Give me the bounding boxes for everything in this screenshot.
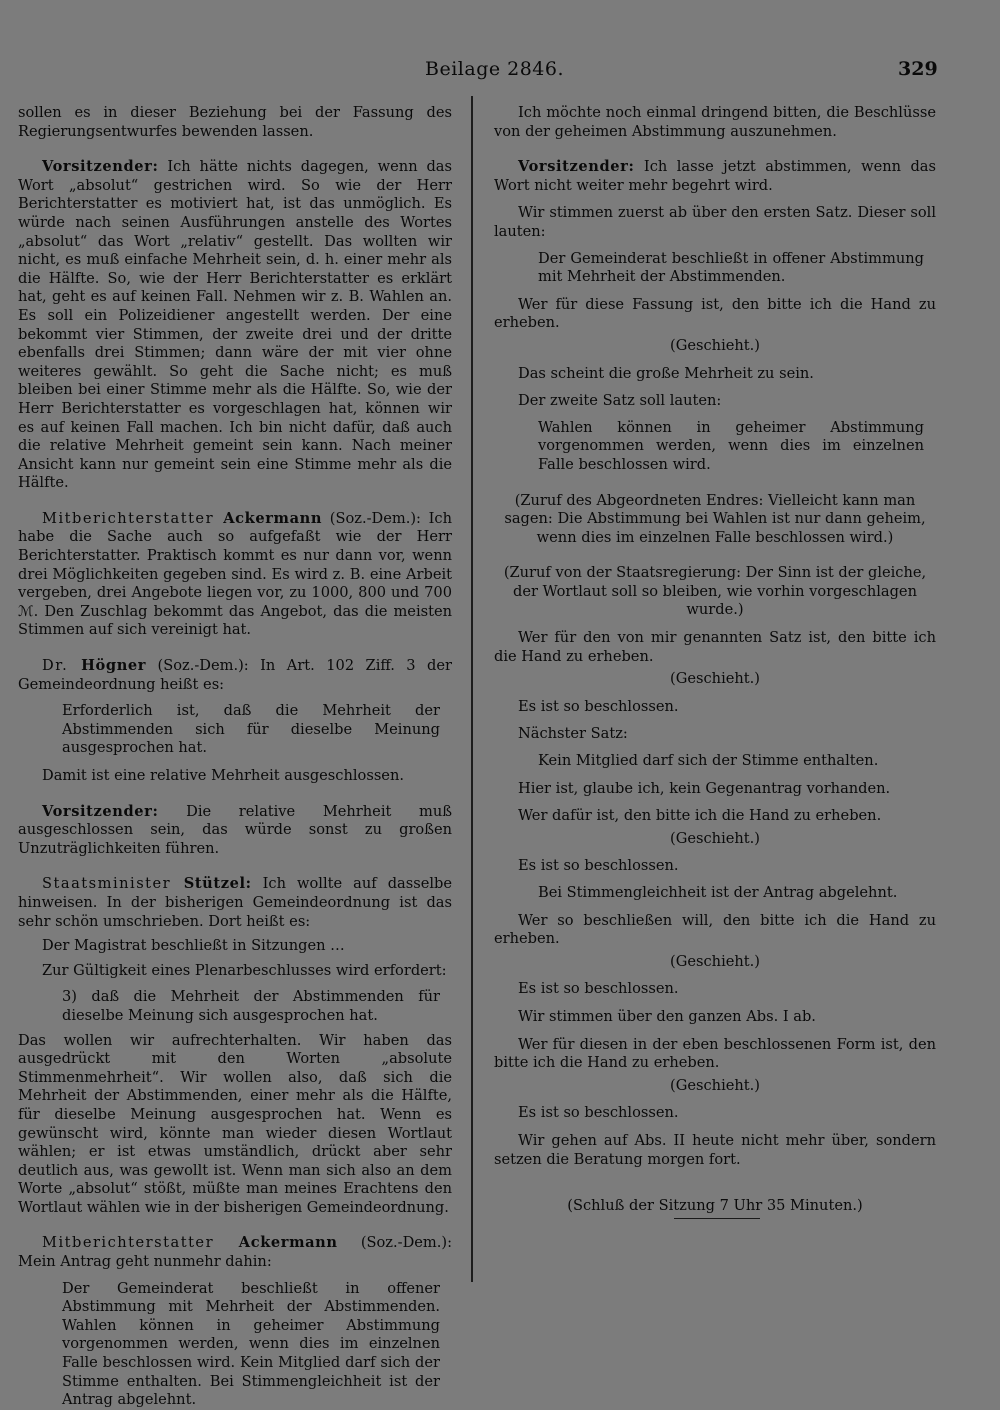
quoted-text: Kein Mitglied darf sich der Stimme enthalten. xyxy=(538,752,879,770)
speech-text: Ich habe die Sache auch so aufgefaßt wie der Herr Berichterstatter. Praktisch kommt es nur dann vor, wenn drei Möglichkeiten gegeben sind. Es wird z. B. eine Arbeit vergeben, drei Angebote liegen vor, zu 1000, 800 und 700 ℳ. Den Zuschlag bekommt das Angebot, das die meisten Stimmen auf sich vereinigt hat. xyxy=(18,509,452,639)
speaker-name: Vorsitzender: xyxy=(42,158,159,176)
paragraph: Das scheint die große Mehrheit zu sein. xyxy=(518,364,814,382)
speaker-name: Ackermann xyxy=(223,509,323,527)
end-rule xyxy=(674,1218,760,1219)
left-column xyxy=(18,104,452,1410)
speaker-name: Vorsitzender: xyxy=(518,158,635,176)
speaker-role: Mitberichterstatter xyxy=(42,509,224,527)
speech-paragraph xyxy=(18,803,452,859)
stage-direction: (Geschieht.) xyxy=(670,829,760,847)
speech-paragraph xyxy=(18,875,452,931)
paragraph: Nächster Satz: xyxy=(518,725,628,743)
paragraph: sollen es in dieser Beziehung bei der Fassung des Regierungsentwurfes bewenden lassen. xyxy=(18,104,452,140)
paragraph: Ich möchte noch einmal dringend bitten, die Beschlüsse von der geheimen Abstimmung auszunehmen. xyxy=(494,104,936,140)
paragraph: Es ist so beschlossen. xyxy=(518,857,679,875)
paragraph: Es ist so beschlossen. xyxy=(518,980,679,998)
stage-direction: (Geschieht.) xyxy=(670,670,760,688)
paragraph: Wir gehen auf Abs. II heute nicht mehr über, sondern setzen die Beratung morgen fort. xyxy=(494,1131,936,1168)
speech-text: Ich hätte nichts dagegen, wenn das Wort „absolut“ gestrichen wird. So wie der Herr Berichterstatter es motiviert hat, ist das unmöglich. Es würde nach seinen Ausführungen anstelle des Wortes „absolut“ das Wort „relativ“ gestellt. Das wollten wir nicht, es muß einfache Mehrheit sein, d. h. einer mehr als die Hälfte. So, wie der Herr Berichterstatter es erklärt hat, geht es auf keinen Fall. Nehmen wir z. B. Wahlen an. Es soll ein Polizeidiener angestellt werden. Der eine bekommt vier Stimmen, der zweite drei und der dritte ebenfalls drei Stimmen; dann wäre der mit vier ohne weiteres gewählt. So geht die Sache nicht; es muß bleiben bei einer Stimme mehr als die Hälfte. So, wie der Herr Berichterstatter es vorgeschlagen hat, können wir es auf keinen Fall machen. Ich bin nicht dafür, daß auch die relative Mehrheit gemeint sein kann. Nach meiner Ansicht kann nur gemeint sein eine Stimme mehr als die Hälfte. xyxy=(18,158,452,492)
speaker-role: Staatsminister xyxy=(42,875,184,893)
speech-paragraph xyxy=(18,510,452,640)
speaker-name: Stützel: xyxy=(183,875,252,893)
supplement-title: Beilage 2846. xyxy=(425,58,565,80)
speech-text: Ich lasse jetzt abstimmen, wenn das Wort nicht weiter mehr begehrt wird. xyxy=(494,158,936,194)
speaker-party: (Soz.-Dem.): xyxy=(146,657,249,675)
interjection: (Zuruf des Abgeordneten Endres: Vielleicht kann man sagen: Die Abstimmung bei Wahlen ist nur dann geheim, wenn dies im einzelnen Falle beschlossen wird.) xyxy=(504,491,926,546)
page-header xyxy=(0,58,1000,88)
page-number: 329 xyxy=(898,58,938,80)
quoted-text: Der Gemeinderat beschließt in offener Abstimmung mit Mehrheit der Abstimmenden. Wahlen können in geheimer Abstimmung vorgenommen werden, wenn dies im einzelnen Falle beschlossen wird. Kein Mitglied darf sich der Stimme enthalten. Bei Stimmengleichheit ist der Antrag abgelehnt. xyxy=(62,1279,440,1409)
speaker-name: Högner xyxy=(81,657,147,675)
quoted-text: Der Gemeinderat beschließt in offener Abstimmung mit Mehrheit der Abstimmenden. xyxy=(538,249,924,286)
paragraph: Hier ist, glaube ich, kein Gegenantrag vorhanden. xyxy=(518,779,891,797)
stage-direction: (Geschieht.) xyxy=(670,952,760,970)
speaker-role: Dr. xyxy=(42,657,82,675)
paragraph: Wir stimmen zuerst ab über den ersten Satz. Dieser soll lauten: xyxy=(494,204,936,240)
interjection: (Zuruf von der Staatsregierung: Der Sinn ist der gleiche, der Wortlaut soll so bleiben, wie vorhin vorgeschlagen wurde.) xyxy=(503,564,927,619)
speech-text: Mein Antrag geht nunmehr dahin: xyxy=(18,1253,272,1271)
paragraph: Zur Gültigkeit eines Plenarbeschlusses wird erfordert: xyxy=(42,961,447,979)
column-divider xyxy=(471,96,473,1282)
quoted-text: Erforderlich ist, daß die Mehrheit der Abstimmenden sich für dieselbe Meinung ausgesprochen hat. xyxy=(62,702,440,757)
quoted-text: Wahlen können in geheimer Abstimmung vorgenommen werden, wenn dies im einzelnen Falle beschlossen wird. xyxy=(538,418,924,473)
paragraph: Das wollen wir aufrechterhalten. Wir haben das ausgedrückt mit den Worten „absolute Stimmenmehrheit“. Wir wollen also, daß sich die Mehrheit der Abstimmenden, einer mehr als die Hälfte, für dieselbe Meinung ausgesprochen hat. Wenn es gewünscht wird, könnte man wieder diesen Wortlaut wählen; er ist etwas umständlich, drückt aber sehr deutlich aus, was gewollt ist. Wenn man sich also an dem Worte „absolut“ stößt, müßte man meines Erachtens den Wortlaut wählen wie in der bisherigen Gemeindeordnung. xyxy=(18,1031,452,1216)
speaker-party: (Soz.-Dem.): xyxy=(322,509,421,527)
speech-paragraph xyxy=(18,657,452,694)
session-closing: (Schluß der Sitzung 7 Uhr 35 Minuten.) xyxy=(567,1197,863,1215)
paragraph: Wer für diesen in der eben beschlossenen Form ist, den bitte ich die Hand zu erheben. xyxy=(494,1035,936,1072)
speaker-name: Vorsitzender: xyxy=(42,802,159,820)
speech-paragraph xyxy=(18,158,452,493)
speech-text: Die relative Mehrheit muß ausgeschlossen sein, das würde sonst zu großen Unzuträglichkeiten führen. xyxy=(18,802,452,857)
quoted-text: Bei Stimmengleichheit ist der Antrag abgelehnt. xyxy=(538,884,898,901)
paragraph: Der Magistrat beschließt in Sitzungen … xyxy=(42,937,345,955)
paragraph: Wer so beschließen will, den bitte ich die Hand zu erheben. xyxy=(494,911,936,948)
speech-paragraph xyxy=(18,1234,452,1271)
paragraph: Der zweite Satz soll lauten: xyxy=(518,392,722,410)
stage-direction: (Geschieht.) xyxy=(670,1076,760,1094)
speaker-name: Ackermann xyxy=(238,1234,338,1252)
paragraph: Wer für diese Fassung ist, den bitte ich die Hand zu erheben. xyxy=(494,295,936,332)
speaker-party: (Soz.-Dem.): xyxy=(337,1234,452,1252)
paragraph: Wer dafür ist, den bitte ich die Hand zu erheben. xyxy=(518,807,882,825)
paragraph: Es ist so beschlossen. xyxy=(518,1104,679,1122)
paragraph: Es ist so beschlossen. xyxy=(518,697,679,715)
speech-text: Ich wollte auf dasselbe hinweisen. In der bisherigen Gemeindeordnung ist das sehr schön umschrieben. Dort heißt es: xyxy=(18,875,452,930)
stage-direction: (Geschieht.) xyxy=(670,336,760,354)
paragraph: Wir stimmen über den ganzen Abs. I ab. xyxy=(518,1007,816,1025)
quoted-text: 3) daß die Mehrheit der Abstimmenden für dieselbe Meinung sich ausgesprochen hat. xyxy=(62,988,440,1024)
speech-text: In Art. 102 Ziff. 3 der Gemeindeordnung heißt es: xyxy=(18,657,452,693)
paragraph: Damit ist eine relative Mehrheit ausgeschlossen. xyxy=(42,767,404,784)
paragraph: Wer für den von mir genannten Satz ist, den bitte ich die Hand zu erheben. xyxy=(494,629,936,665)
speaker-role: Mitberichterstatter xyxy=(42,1234,239,1252)
speech-paragraph xyxy=(494,158,936,195)
right-column xyxy=(494,104,936,1216)
